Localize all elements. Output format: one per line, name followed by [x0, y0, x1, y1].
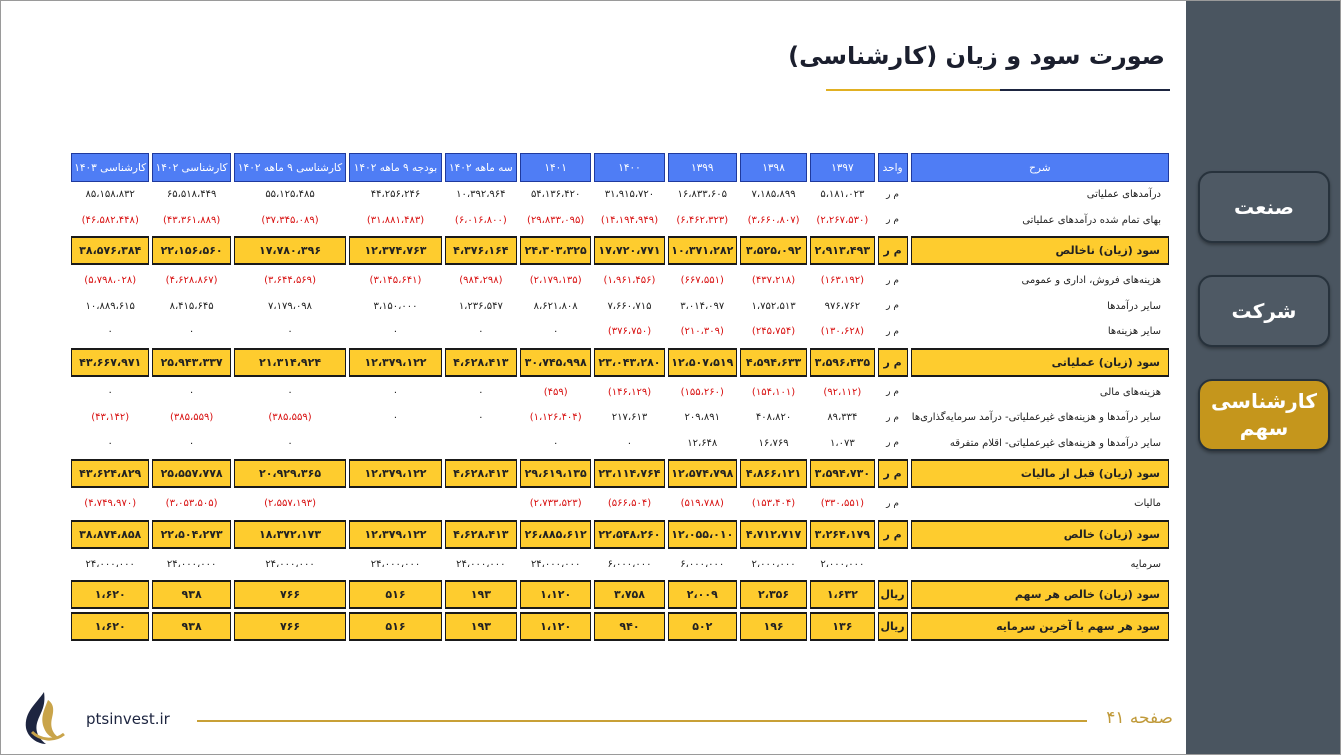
row-value: ۴،۶۲۸،۴۱۳	[445, 520, 517, 549]
nav-button-label: صنعت	[1234, 195, 1294, 219]
row-value: (۴۵۹)	[543, 386, 568, 398]
row-value: ۱۳۶	[810, 612, 874, 641]
row-value: (۳۸۵،۵۵۹)	[268, 412, 312, 424]
row-description: مالیات	[1134, 498, 1161, 510]
row-value: ۱۷،۷۸۰،۳۹۶	[234, 236, 347, 265]
row-unit: م ر	[878, 348, 908, 377]
row-value: ۹۷۶،۷۶۲	[824, 300, 861, 312]
row-value: (۵۶۶،۵۰۴)	[607, 498, 652, 510]
col-header-expert-1402: کارشناسی ۱۴۰۲	[152, 153, 230, 182]
row-value: ۴،۵۹۴،۶۳۳	[740, 348, 807, 377]
row-value: ۶،۰۰۰،۰۰۰	[607, 558, 652, 570]
row-value: ۲۰۹،۸۹۱	[684, 412, 720, 424]
row-value: ۲۴،۰۰۰،۰۰۰	[370, 558, 421, 570]
row-value: ۰	[392, 326, 399, 338]
row-value: ۱۲،۶۴۸	[687, 437, 718, 449]
row-value: (۴۳۷،۲۱۸)	[751, 275, 796, 287]
row-value: ۰	[188, 326, 195, 338]
row-value: ۱۰،۸۸۹،۶۱۵	[85, 300, 135, 312]
nav-button-stock-analysis[interactable]	[1198, 379, 1330, 451]
row-value: ۲۴،۰۰۰،۰۰۰	[85, 558, 135, 570]
table-row	[71, 491, 1169, 517]
row-value: (۱،۹۶۱،۴۵۶)	[603, 275, 656, 287]
table-row-total	[71, 236, 1169, 265]
table-row	[71, 405, 1169, 431]
row-value: ۸۹،۳۳۴	[827, 412, 858, 424]
row-value: (۴۶،۵۸۲،۴۴۸)	[81, 214, 139, 226]
row-value: ۴،۶۲۸،۴۱۳	[445, 459, 517, 488]
row-value: (۳۷۶،۷۵۰)	[607, 326, 652, 338]
row-value: (۳،۶۴۴،۵۶۹)	[264, 275, 316, 287]
row-value	[445, 491, 517, 517]
row-value: (۶،۴۶۲،۳۲۳)	[676, 214, 729, 226]
row-value: (۳۷،۳۴۵،۰۸۹)	[261, 214, 319, 226]
col-header-1399: ۱۳۹۹	[668, 153, 737, 182]
row-description: بهای تمام شده درآمدهای عملیاتی	[1022, 214, 1161, 226]
row-unit: م ر	[886, 438, 899, 449]
row-value: ۶۵،۵۱۸،۴۴۹	[166, 189, 217, 201]
row-value: ۲۰،۹۲۹،۳۶۵	[234, 459, 347, 488]
row-value: ۵۱۶	[349, 612, 441, 641]
row-value	[445, 431, 517, 457]
row-value: ۴۳،۶۲۴،۸۲۹	[71, 459, 149, 488]
row-value: ۵۱۶	[349, 580, 441, 609]
row-value: ۱۲،۰۵۵،۰۱۰	[668, 520, 737, 549]
row-value: ۱۲،۳۷۹،۱۲۲	[349, 520, 441, 549]
row-value: (۳۳۰،۵۵۱)	[820, 498, 864, 510]
row-value: ۲۴،۰۰۰،۰۰۰	[456, 558, 506, 570]
row-value: ۳،۷۵۸	[594, 580, 664, 609]
col-header-budget-9m-1402: بودجه ۹ ماهه ۱۴۰۲	[349, 153, 441, 182]
row-value: ۲۲،۵۰۴،۲۷۳	[152, 520, 230, 549]
row-value: ۴،۶۲۸،۴۱۳	[445, 348, 517, 377]
row-value: ۱،۲۳۶،۵۴۷	[458, 300, 503, 312]
table-body	[71, 182, 1169, 641]
row-value: ۷۶۶	[234, 612, 347, 641]
row-value: ۲۹،۶۱۹،۱۳۵	[520, 459, 591, 488]
row-value: ۰	[392, 386, 399, 398]
row-value: ۲۶،۸۸۵،۶۱۲	[520, 520, 591, 549]
table-row	[71, 268, 1169, 294]
income-statement-table	[68, 153, 1172, 641]
row-description: سرمایه	[1130, 558, 1161, 570]
row-value: ۱۲،۳۷۹،۱۲۲	[349, 348, 441, 377]
col-header-unit: واحد	[878, 153, 908, 182]
row-value: ۰	[626, 437, 633, 449]
row-description: سایر درآمدها	[1107, 300, 1161, 312]
row-value: ۸،۴۱۵،۶۴۵	[169, 300, 214, 312]
row-unit: ریال	[878, 612, 908, 641]
row-value: ۴۴،۲۵۶،۲۴۶	[370, 189, 421, 201]
row-value: ۱۹۳	[445, 580, 517, 609]
row-value: ۰	[287, 326, 293, 338]
row-value: ۲۳،۱۱۴،۷۶۴	[594, 459, 664, 488]
row-unit: م ر	[886, 215, 899, 226]
col-header-1400: ۱۴۰۰	[594, 153, 664, 182]
row-unit: م ر	[886, 275, 899, 286]
col-header-1398: ۱۳۹۸	[740, 153, 807, 182]
row-value: ۸،۶۲۱،۸۰۸	[533, 300, 578, 312]
row-value: ۰	[107, 437, 113, 449]
row-value: ۶،۰۰۰،۰۰۰	[680, 558, 725, 570]
row-value: ۰	[188, 437, 195, 449]
row-value: ۱۲،۵۷۴،۷۹۸	[668, 459, 737, 488]
table-row-total	[71, 520, 1169, 549]
row-value: ۰	[287, 386, 293, 398]
row-description: درآمدهای عملیاتی	[1086, 189, 1161, 201]
row-unit: م ر	[886, 301, 899, 312]
company-logo	[14, 688, 74, 748]
nav-button-label-line2: سهم	[1239, 416, 1289, 440]
row-description: هزینه‌های فروش، اداری و عمومی	[1021, 275, 1161, 287]
nav-button-industry[interactable]	[1198, 171, 1330, 243]
row-value: (۶،۰۱۶،۸۰۰)	[454, 214, 507, 226]
col-header-q1-1402: سه ماهه ۱۴۰۲	[445, 153, 517, 182]
table-row-total	[71, 580, 1169, 609]
row-value: ۴،۸۶۶،۱۲۱	[740, 459, 807, 488]
row-value: ۰	[552, 437, 559, 449]
row-description: سایر درآمدها و هزینه‌های غیرعملیاتی- درآمد سرمایه‌گذاری‌ها	[911, 412, 1161, 424]
table-row	[71, 319, 1169, 345]
col-header-expert-1403: کارشناسی ۱۴۰۳	[71, 153, 149, 182]
row-value: ۲۴،۰۰۰،۰۰۰	[166, 558, 217, 570]
page-title: صورت سود و زیان (کارشناسی)	[788, 42, 1165, 70]
row-value: ۱،۱۲۰	[520, 580, 591, 609]
row-value: ۴۳،۶۶۷،۹۷۱	[71, 348, 149, 377]
row-value: ۲،۰۰۹	[668, 580, 737, 609]
row-value: ۰	[287, 437, 293, 449]
row-value: ۲،۰۰۰،۰۰۰	[820, 558, 865, 570]
row-value: (۴۳،۳۶۱،۸۸۹)	[162, 214, 221, 226]
row-value: ۰	[552, 326, 559, 338]
row-value: ۱۶،۷۶۹	[758, 437, 789, 449]
row-value: (۱۵۵،۲۶۰)	[680, 386, 724, 398]
row-value: (۵۱۹،۷۸۸)	[680, 498, 724, 510]
title-underline-gold	[826, 89, 1000, 91]
row-value: ۳،۵۹۴،۷۳۰	[810, 459, 874, 488]
row-value: (۲،۱۷۹،۱۳۵)	[529, 275, 582, 287]
row-value: ۷،۶۶۰،۷۱۵	[607, 300, 652, 312]
row-value: ۳۸،۸۷۴،۸۵۸	[71, 520, 149, 549]
row-unit: م ر	[878, 236, 908, 265]
row-value: ۱۹۶	[740, 612, 807, 641]
row-value	[349, 491, 441, 517]
row-value: (۲،۷۳۳،۵۲۳)	[529, 498, 582, 510]
row-value: ۴،۳۷۶،۱۶۴	[445, 236, 517, 265]
table-row-total	[71, 348, 1169, 377]
row-value: ۳۱،۹۱۵،۷۲۰	[604, 189, 655, 201]
row-value: ۲۱۷،۶۱۳	[611, 412, 648, 424]
row-unit: م ر	[886, 387, 899, 398]
row-description: سایر هزینه‌ها	[1107, 326, 1161, 338]
table-row	[71, 294, 1169, 320]
row-value: ۸۵،۱۵۸،۸۳۲	[85, 189, 135, 201]
table-row	[71, 380, 1169, 406]
row-value	[349, 431, 441, 457]
table-row	[71, 208, 1169, 234]
row-value: ۲۴،۰۰۰،۰۰۰	[265, 558, 315, 570]
row-value: ۳۸،۵۷۶،۳۸۴	[71, 236, 149, 265]
row-value: (۱۴،۱۹۴،۹۴۹)	[600, 214, 659, 226]
row-value: ۱۰،۳۹۲،۹۶۴	[456, 189, 506, 201]
row-value: (۱۳۰،۶۲۸)	[820, 326, 864, 338]
row-value: ۱۲،۳۷۹،۱۲۲	[349, 459, 441, 488]
row-value: ۵۴،۱۳۶،۴۲۰	[530, 189, 581, 201]
row-value: ۰	[107, 326, 113, 338]
row-value: ۱۷،۷۲۰،۷۷۱	[594, 236, 664, 265]
row-value: (۲،۲۶۷،۵۳۰)	[816, 214, 869, 226]
row-value: ۱۸،۳۷۲،۱۷۳	[234, 520, 347, 549]
row-value: (۳۱،۸۸۱،۴۸۳)	[366, 214, 425, 226]
page-number: صفحه ۴۱	[1106, 708, 1173, 728]
row-value: ۲۲،۵۴۸،۲۶۰	[594, 520, 664, 549]
row-unit: م ر	[878, 459, 908, 488]
row-description: سود (زیان) ناخالص	[911, 236, 1169, 265]
col-header-1397: ۱۳۹۷	[810, 153, 874, 182]
row-value: (۹۲،۱۱۲)	[823, 386, 862, 398]
row-value: (۹۸۴،۲۹۸)	[459, 275, 503, 287]
row-value: (۴،۶۲۸،۸۶۷)	[165, 275, 218, 287]
row-value: ۲۱،۳۱۴،۹۲۴	[234, 348, 347, 377]
col-header-expert-9m-1402: کارشناسی ۹ ماهه ۱۴۰۲	[234, 153, 347, 182]
row-value: ۷،۱۷۹،۰۹۸	[268, 300, 313, 312]
row-description: سایر درآمدها و هزینه‌های غیرعملیاتی- اقلام متفرقه	[949, 437, 1161, 449]
row-value: (۱۵۳،۴۰۴)	[751, 498, 796, 510]
nav-button-company[interactable]	[1198, 275, 1330, 347]
row-value: (۳،۶۶۰،۸۰۷)	[747, 214, 800, 226]
table-row-total	[71, 459, 1169, 488]
row-value: ۰	[392, 412, 399, 424]
row-value: ۱۶،۸۳۳،۶۰۵	[677, 189, 727, 201]
row-unit	[878, 552, 908, 578]
row-unit: م ر	[886, 498, 899, 509]
row-value: ۱۲،۵۰۷،۵۱۹	[668, 348, 737, 377]
row-unit: م ر	[886, 189, 899, 200]
row-value: ۰	[188, 386, 195, 398]
row-value: (۳،۰۵۳،۵۰۵)	[165, 498, 218, 510]
row-value: ۱،۶۳۲	[810, 580, 874, 609]
col-header-desc: شرح	[911, 153, 1169, 182]
row-value: (۶۶۷،۵۵۱)	[680, 275, 724, 287]
row-value: (۱۵۴،۱۰۱)	[751, 386, 796, 398]
row-value: ۱۰،۳۷۱،۲۸۲	[668, 236, 737, 265]
nav-button-label: شرکت	[1231, 299, 1297, 323]
table-row-total	[71, 612, 1169, 641]
row-value: ۲۴،۰۰۰،۰۰۰	[530, 558, 581, 570]
row-value: ۱۹۳	[445, 612, 517, 641]
row-value: ۳،۵۲۵،۰۹۲	[740, 236, 807, 265]
row-value: (۴۳،۱۴۲)	[91, 412, 130, 424]
row-value: ۷،۱۸۵،۸۹۹	[751, 189, 796, 201]
row-value: ۲۵،۵۵۷،۷۷۸	[152, 459, 230, 488]
row-value: ۰	[478, 326, 484, 338]
row-value: (۲۴۵،۷۵۴)	[751, 326, 796, 338]
row-value: (۲۹،۸۳۳،۰۹۵)	[527, 214, 585, 226]
row-value: ۱،۰۷۳	[830, 437, 855, 449]
row-value: ۳،۱۵۰،۰۰۰	[373, 300, 418, 312]
row-value: ۹۳۸	[152, 612, 230, 641]
row-description: هزینه‌های مالی	[1099, 386, 1161, 398]
row-value: ۳۰،۷۴۵،۹۹۸	[520, 348, 591, 377]
row-description: سود (زیان) عملیاتی	[911, 348, 1169, 377]
row-value: ۳،۵۹۶،۴۳۵	[810, 348, 874, 377]
title-underline-dark	[1000, 89, 1170, 91]
row-value: ۲۳،۰۴۳،۲۸۰	[594, 348, 664, 377]
row-value: (۳۸۵،۵۵۹)	[169, 412, 214, 424]
right-sidebar	[1186, 1, 1340, 754]
row-value: (۱۴۶،۱۲۹)	[607, 386, 652, 398]
row-value: ۲،۰۰۰،۰۰۰	[751, 558, 796, 570]
col-header-1401: ۱۴۰۱	[520, 153, 591, 182]
row-value: ۹۳۸	[152, 580, 230, 609]
row-value: ۴،۷۱۲،۷۱۷	[740, 520, 807, 549]
row-unit: م ر	[886, 326, 899, 337]
row-value: (۵،۷۹۸،۰۲۸)	[84, 275, 137, 287]
row-value: ۱،۶۲۰	[71, 612, 149, 641]
table-row	[71, 431, 1169, 457]
row-value: ۱،۷۵۲،۵۱۳	[751, 300, 796, 312]
row-value: ۱،۶۲۰	[71, 580, 149, 609]
row-value: (۴،۷۴۹،۹۷۰)	[84, 498, 137, 510]
row-value: ۳،۲۶۴،۱۷۹	[810, 520, 874, 549]
row-value: ۲،۹۱۳،۴۹۳	[810, 236, 874, 265]
row-value: ۰	[107, 386, 113, 398]
row-description: سود هر سهم با آخرین سرمایه	[911, 612, 1169, 641]
row-unit: م ر	[886, 412, 899, 423]
website-link[interactable]: ptsinvest.ir	[86, 710, 170, 728]
table-row	[71, 552, 1169, 578]
row-value: ۲۴،۳۰۳،۳۲۵	[520, 236, 591, 265]
row-value: ۱۲،۳۷۴،۷۶۳	[349, 236, 441, 265]
row-unit: ریال	[878, 580, 908, 609]
row-description: سود (زیان) خالص هر سهم	[911, 580, 1169, 609]
row-unit: م ر	[878, 520, 908, 549]
footer-divider	[197, 720, 1087, 722]
row-description: سود (زیان) خالص	[911, 520, 1169, 549]
row-value: ۹۴۰	[594, 612, 664, 641]
row-description: سود (زیان) قبل از مالیات	[911, 459, 1169, 488]
row-value: ۴۰۸،۸۲۰	[755, 412, 792, 424]
row-value: ۰	[478, 412, 484, 424]
row-value: ۰	[478, 386, 484, 398]
row-value: (۳،۱۴۵،۶۴۱)	[369, 275, 422, 287]
row-value: ۵۵،۱۲۵،۴۸۵	[265, 189, 315, 201]
row-value: ۵۰۲	[668, 612, 737, 641]
nav-button-label-line1: کارشناسی	[1211, 389, 1317, 413]
row-value: ۵،۱۸۱،۰۲۳	[820, 189, 865, 201]
row-value: ۱،۱۲۰	[520, 612, 591, 641]
row-value: (۱۶۳،۱۹۲)	[820, 275, 864, 287]
row-value: (۲۱۰،۳۰۹)	[680, 326, 724, 338]
table-header-row	[71, 153, 1169, 182]
row-value: ۲،۳۵۶	[740, 580, 807, 609]
table-row	[71, 182, 1169, 208]
row-value: ۲۵،۹۴۳،۳۳۷	[152, 348, 230, 377]
row-value: ۳،۰۱۴،۰۹۷	[680, 300, 725, 312]
row-value: ۲۲،۱۵۶،۵۶۰	[152, 236, 230, 265]
row-value: (۱،۱۲۶،۴۰۴)	[529, 412, 582, 424]
row-value: ۷۶۶	[234, 580, 347, 609]
row-value: (۲،۵۵۷،۱۹۳)	[264, 498, 316, 510]
